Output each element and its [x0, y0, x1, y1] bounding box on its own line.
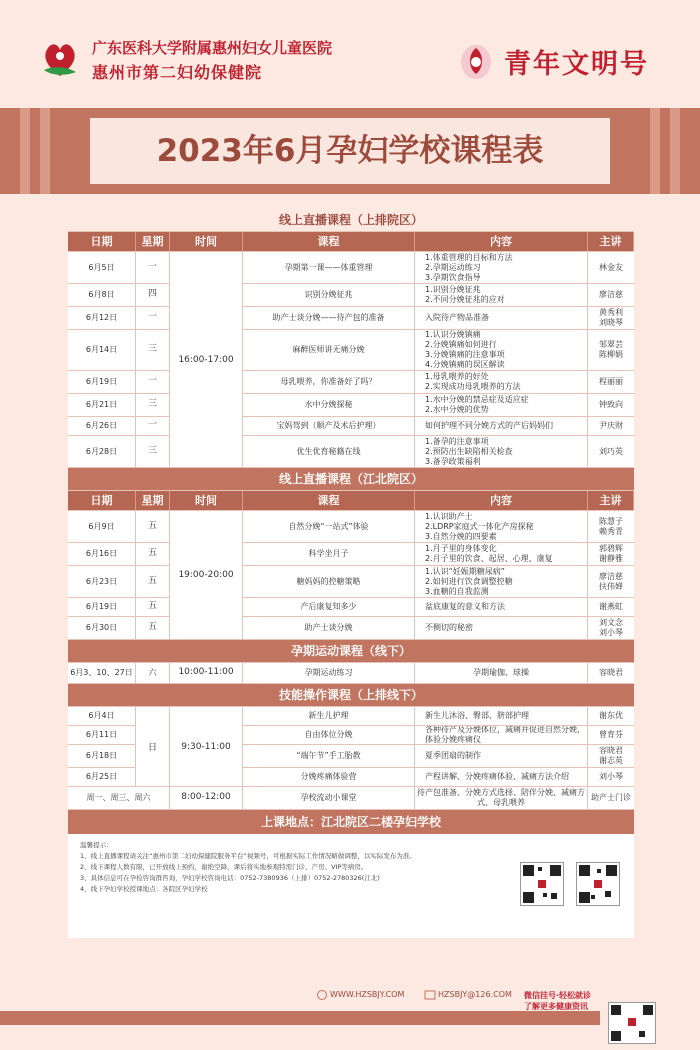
- date-cell: 6月25日: [68, 768, 136, 786]
- teacher-cell: 曾育芬: [599, 730, 623, 739]
- course-cell: 助产士谈分娩: [243, 617, 415, 639]
- course-cell: “端午节”手工胎教: [243, 745, 415, 767]
- week-cell: 五: [136, 543, 170, 565]
- course-cell: 助产士谈分娩——待产包的准备: [243, 307, 415, 329]
- content-cell: 1.备孕的注意事项 2.预防出生缺陷相关检查 3.备孕政策福利: [415, 436, 588, 467]
- col-header: 主讲: [588, 491, 634, 510]
- course-cell: 孕期运动练习: [243, 663, 415, 683]
- teacher-cell: 刘文念 刘小琴: [599, 618, 623, 637]
- content-cell: 待产包准备、分娩方式选择、陪伴分娩、减痛方式、母乳喂养: [415, 787, 588, 809]
- date-cell: 6月4日: [68, 707, 136, 725]
- course-cell: 优生优育秘籍在线: [243, 436, 415, 467]
- week-cell: 一: [136, 307, 170, 329]
- teacher-cell: 廖洁慈: [599, 290, 623, 299]
- col-header: 星期: [136, 232, 170, 251]
- content-cell: 不侧切的秘密: [415, 617, 588, 639]
- content-cell: 盆底康复的意义和方法: [415, 598, 588, 616]
- time-cell: 16:00-17:00: [170, 252, 243, 468]
- footer-bar: [0, 1011, 600, 1025]
- col-header: 星期: [136, 491, 170, 510]
- table-row: [68, 307, 634, 330]
- week-cell: 五: [136, 566, 170, 597]
- email-link[interactable]: HZSBJY@126.COM: [438, 990, 512, 999]
- table-row: [68, 598, 634, 617]
- table-row: [68, 566, 634, 598]
- date-cell: 6月9日: [68, 511, 136, 542]
- qr-code-icon: [576, 862, 620, 906]
- content-cell: 1.水中分娩的禁忌症及适应症 2.水中分娩的优势: [415, 394, 588, 416]
- teacher-cell: 刘小琴: [599, 772, 623, 781]
- section-title: 孕期运动课程（线下）: [68, 640, 634, 663]
- course-cell: 自然分娩“一站式”体验: [243, 511, 415, 542]
- hospital-logo-icon: [40, 36, 80, 80]
- teacher-cell: 邹翠芸 陈柳娟: [599, 340, 623, 359]
- time-cell: 10:00-11:00: [170, 663, 243, 683]
- teacher-cell: 容晓君: [599, 668, 623, 677]
- course-cell: 新生儿护理: [243, 707, 415, 725]
- date-cell: 6月18日: [68, 745, 136, 767]
- section4-body: [68, 707, 634, 787]
- col-header: 内容: [415, 491, 588, 510]
- footer-slogan: [524, 990, 591, 1012]
- course-cell: 麻醉医师讲无痛分娩: [243, 330, 415, 370]
- notes-text: [80, 840, 510, 895]
- table-row: [68, 617, 634, 640]
- notes-head: 温馨提示：: [80, 841, 113, 849]
- course-cell: 孕期第一课——体重管理: [243, 252, 415, 283]
- teacher-cell: 郭碧辉 谢静雅: [599, 544, 623, 563]
- week-cell: 三: [136, 436, 170, 467]
- week-cell: 三: [136, 394, 170, 416]
- date-cell: 周一、周三、周六: [68, 787, 170, 809]
- content-cell: 1.体重管理的目标和方法 2.孕期运动练习 3.孕期饮食指导: [415, 252, 588, 283]
- page-title: 2023年6月孕妇学校课程表: [90, 118, 610, 184]
- course-cell: 科学坐月子: [243, 543, 415, 565]
- course-cell: 产后康复知多少: [243, 598, 415, 616]
- week-cell: 一: [136, 417, 170, 435]
- table-row: [68, 436, 634, 468]
- teacher-cell: 程丽丽: [599, 377, 623, 386]
- week-cell: 六: [136, 663, 170, 683]
- teacher-cell: 钟致向: [599, 400, 623, 409]
- section-title: 线上直播课程（上排院区）: [68, 209, 634, 232]
- week-cell: 一: [136, 371, 170, 393]
- teacher-cell: 谢燕虹: [599, 602, 623, 611]
- content-cell: 各种待产及分娩体位，减痛并促进自然分娩，体验分娩疼痛仪: [415, 726, 588, 744]
- week-cell: 五: [136, 598, 170, 616]
- content-cell: 入院待产物品准备: [415, 307, 588, 329]
- course-cell: 识别分娩征兆: [243, 284, 415, 306]
- section-title: 线上直播课程（江北院区）: [68, 468, 634, 491]
- date-cell: 6月26日: [68, 417, 136, 435]
- date-cell: 6月19日: [68, 371, 136, 393]
- content-cell: 1.认识助产士 2.LDRP家庭式一体化产房探秘 3.自然分娩的四要素: [415, 511, 588, 542]
- date-cell: 6月14日: [68, 330, 136, 370]
- content-cell: 孕期瑜伽、球操: [415, 663, 588, 683]
- teacher-cell: 刘巧英: [599, 446, 623, 456]
- table-row: [68, 787, 634, 810]
- note-line: 2、线下课程人数有限，已开放线上预约，谢绝空降，课后将实地参观特需门诊、产房、VIP等病房。: [80, 863, 368, 871]
- date-cell: 6月5日: [68, 252, 136, 283]
- teacher-cell: 谢东优: [599, 711, 623, 720]
- date-cell: 6月16日: [68, 543, 136, 565]
- slogan-line: 微信挂号·轻松就诊: [524, 991, 592, 1000]
- time-cell: 9:30-11:00: [170, 707, 243, 787]
- section2-body: [68, 511, 634, 640]
- table-row: [68, 417, 634, 436]
- youth-civilization-logo-icon: [458, 40, 494, 82]
- course-cell: 母乳喂养，你准备好了吗？: [243, 371, 415, 393]
- col-header: 时间: [170, 232, 243, 251]
- hospital-name-line2: 惠州市第二妇幼保健院: [92, 63, 263, 82]
- teacher-cell: 黄秀利 刘晓琴: [599, 308, 623, 327]
- col-header: 内容: [415, 232, 588, 251]
- content-cell: 1.月子里的身体变化 2.月子里的饮食、起居、心理、康复: [415, 543, 588, 565]
- table-header-row: [68, 491, 634, 511]
- week-cell: 一: [136, 252, 170, 283]
- table-row: [68, 330, 634, 371]
- col-header: 主讲: [588, 232, 634, 251]
- date-cell: 6月12日: [68, 307, 136, 329]
- time-cell: 8:00-12:00: [170, 787, 243, 809]
- content-cell: 如何护理不同分娩方式的产后妈妈们: [415, 417, 588, 435]
- hospital-name-line1: 广东医科大学附属惠州妇女儿童医院: [92, 39, 333, 57]
- schedule-table: [68, 209, 634, 938]
- date-cell: 6月19日: [68, 598, 136, 616]
- content-cell: 1.认识“妊娠期糖尿病” 2.如何进行饮食调整控糖 3.血糖的自我监测: [415, 566, 588, 597]
- date-cell: 6月21日: [68, 394, 136, 416]
- course-cell: 分娩疼痛体验营: [243, 768, 415, 786]
- globe-icon: [316, 990, 328, 1000]
- content-cell: 1.认识分娩镇痛 2.分娩镇痛如何进行 3.分娩镇痛的注意事项 4.分娩镇痛的误区解读: [415, 330, 588, 370]
- teacher-cell: 助产士门诊: [591, 793, 631, 802]
- col-header: 日期: [68, 232, 136, 251]
- table-header-row: [68, 232, 634, 252]
- teacher-cell: 廖洁慈 扶伟婵: [599, 571, 623, 591]
- col-header: 课程: [243, 491, 415, 510]
- date-cell: 6月30日: [68, 617, 136, 639]
- content-cell: 1.母乳喂养的好处 2.实现成功母乳喂养的方法: [415, 371, 588, 393]
- date-cell: 6月23日: [68, 566, 136, 597]
- title-banner: [0, 108, 700, 194]
- col-header: 时间: [170, 491, 243, 510]
- col-header: 课程: [243, 232, 415, 251]
- week-cell: 五: [136, 617, 170, 639]
- location-banner: 上课地点：江北院区二楼孕妇学校: [68, 810, 634, 834]
- week-cell: 五: [136, 511, 170, 542]
- notes-panel: [68, 834, 634, 938]
- date-cell: 6月8日: [68, 284, 136, 306]
- date-cell: 6月11日: [68, 726, 136, 744]
- course-cell: 宝妈驾到（顺产及术后护理）: [243, 417, 415, 435]
- section1-body: [68, 252, 634, 468]
- content-cell: 夏季团扇的制作: [415, 745, 588, 767]
- week-cell: 三: [136, 330, 170, 370]
- wechat-qr-icon: [608, 1002, 656, 1044]
- teacher-cell: 容晓君 谢志英: [599, 746, 623, 765]
- mail-icon: [424, 990, 436, 1000]
- section-title: 技能操作课程（上排线下）: [68, 684, 634, 707]
- content-cell: 产程讲解、分娩疼痛体验、减痛方法介绍: [415, 768, 588, 786]
- course-cell: 自由体位分娩: [243, 726, 415, 744]
- brand-title: 青年文明号: [504, 49, 649, 80]
- note-line: 4、线下孕妇学校授课地点：各院区孕妇学校: [80, 885, 208, 893]
- course-cell: 糖妈妈的控糖策略: [243, 566, 415, 597]
- table-row: [68, 371, 634, 394]
- week-cell: 日: [136, 707, 170, 787]
- teacher-cell: 尹庆财: [599, 421, 623, 430]
- table-row: [68, 284, 634, 307]
- date-cell: 6月28日: [68, 436, 136, 467]
- table-row: [68, 394, 634, 417]
- time-cell: 19:00-20:00: [170, 511, 243, 640]
- course-cell: 孕校流动小课堂: [243, 787, 415, 809]
- week-cell: 四: [136, 284, 170, 306]
- note-line: 3、具体信息可在孕检咨询群咨询，孕妇学校咨询电话：0752-7380936（上排）0752-2780326(江北): [80, 874, 380, 882]
- qr-code-icon: [520, 862, 564, 906]
- table-row: [68, 543, 634, 566]
- table-row: [68, 511, 634, 543]
- col-header: 日期: [68, 491, 136, 510]
- teacher-cell: 陈慧子 赖秀青: [599, 516, 623, 536]
- table-row: [68, 252, 634, 284]
- content-cell: 1.识别分娩征兆 2.不同分娩征兆的应对: [415, 284, 588, 306]
- website-link[interactable]: WWW.HZSBJY.COM: [330, 990, 405, 999]
- course-cell: 水中分娩探秘: [243, 394, 415, 416]
- teacher-cell: 林金友: [599, 262, 623, 272]
- note-line: 1、线上直播课程请关注“惠州市第二妇幼保健院服务平台”视频号，可根据实际工作情况略做调整，以实际发布为准。: [80, 852, 416, 860]
- table-row: [68, 663, 634, 684]
- page-header: [0, 0, 700, 100]
- content-cell: 新生儿沐浴、臀部、脐部护理: [415, 707, 588, 725]
- date-cell: 6月3、10、27日: [68, 663, 136, 683]
- slogan-line: 了解更多健康资讯: [524, 1002, 588, 1011]
